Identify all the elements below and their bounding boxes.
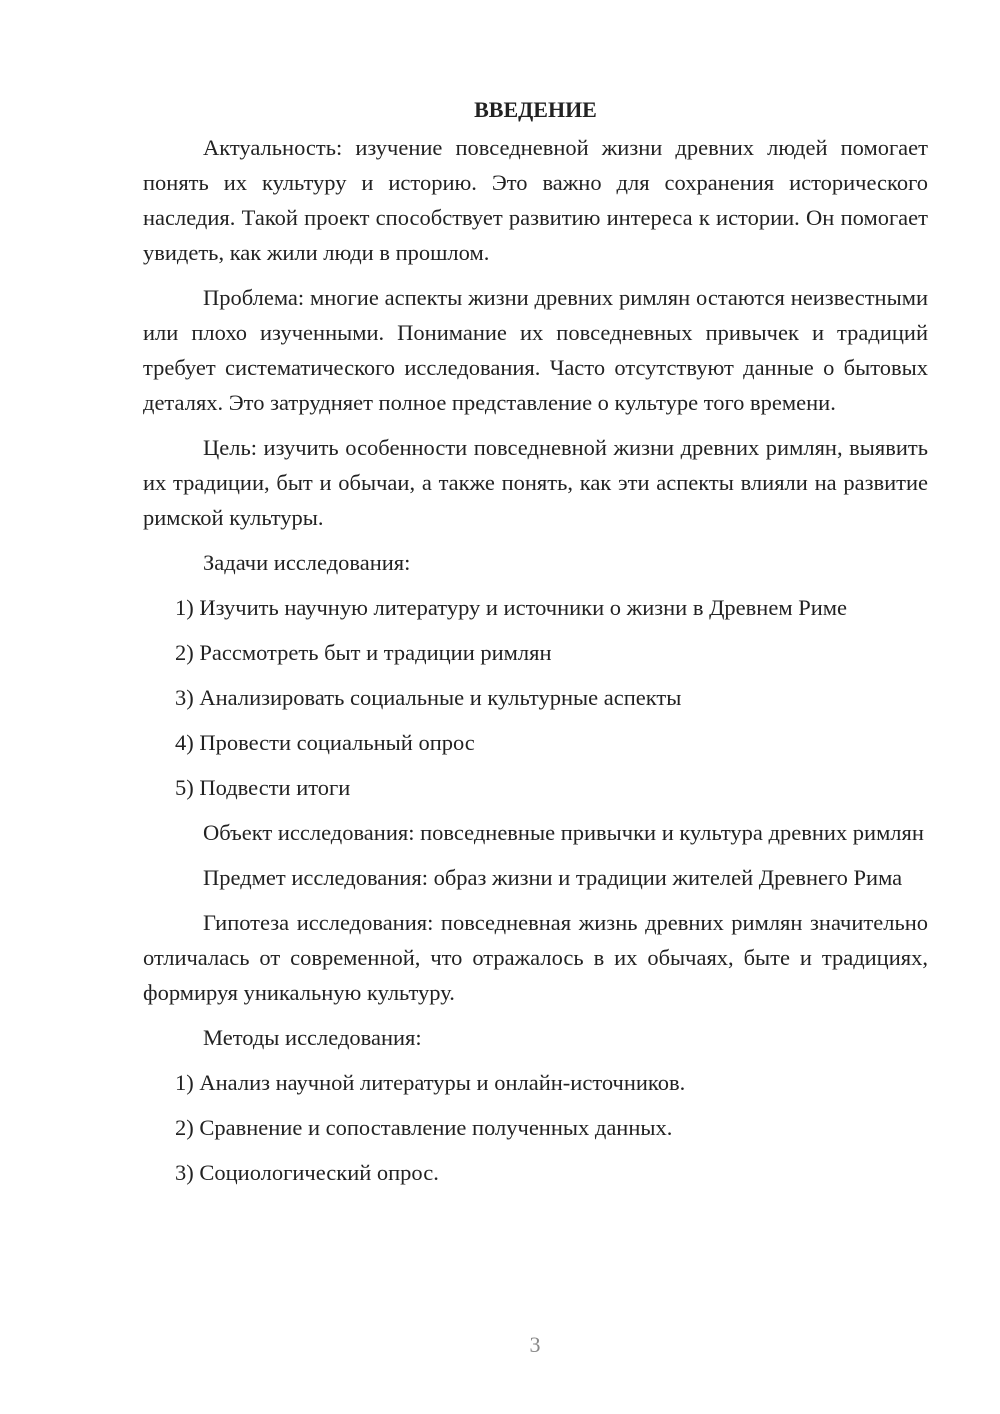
object-paragraph: Объект исследования: повседневные привычки и культура древних римлян: [203, 820, 924, 845]
methods-heading: Методы исследования:: [203, 1025, 422, 1050]
list-item: 4) Провести социальный опрос: [175, 730, 475, 755]
tasks-heading: Задачи исследования:: [203, 550, 411, 575]
problem-paragraph: Проблема: многие аспекты жизни древних римлян остаются неизвестными или плохо изученными. Понимание их повседневных привычек и традиций требует систематического исследования. Часто отсутствуют данные о бытовых деталях. Это затрудняет полное представление о культуре того времени.: [143, 285, 928, 415]
relevance-paragraph: Актуальность: изучение повседневной жизни древних людей помогает понять их культуру и историю. Это важно для сохранения исторического наследия. Такой проект способствует развитию интереса к истории. Он помогает увидеть, как жили люди в прошлом.: [143, 135, 928, 265]
page-number: 3: [529, 1332, 541, 1357]
goal-paragraph: Цель: изучить особенности повседневной жизни древних римлян, выявить их традиции, быт и обычаи, а также понять, как эти аспекты влияли на развитие римской культуры.: [143, 435, 928, 530]
section-title: ВВЕДЕНИЕ: [474, 97, 597, 122]
list-item: 1) Анализ научной литературы и онлайн-источников.: [175, 1070, 686, 1095]
list-item: 2) Сравнение и сопоставление полученных данных.: [175, 1115, 673, 1140]
tasks-list: [143, 590, 928, 805]
methods-list: [143, 1065, 928, 1190]
document-page: [143, 92, 928, 1200]
list-item: 3) Социологический опрос.: [175, 1160, 439, 1185]
subject-paragraph: Предмет исследования: образ жизни и традиции жителей Древнего Рима: [203, 865, 903, 890]
hypothesis-paragraph: Гипотеза исследования: повседневная жизнь древних римлян значительно отличалась от современной, что отражалось в их обычаях, быте и традициях, формируя уникальную культуру.: [143, 910, 928, 1005]
list-item: 3) Анализировать социальные и культурные аспекты: [175, 685, 682, 710]
list-item: 2) Рассмотреть быт и традиции римлян: [175, 640, 552, 665]
list-item: 5) Подвести итоги: [175, 775, 351, 800]
list-item: 1) Изучить научную литературу и источники о жизни в Древнем Риме: [175, 595, 847, 620]
